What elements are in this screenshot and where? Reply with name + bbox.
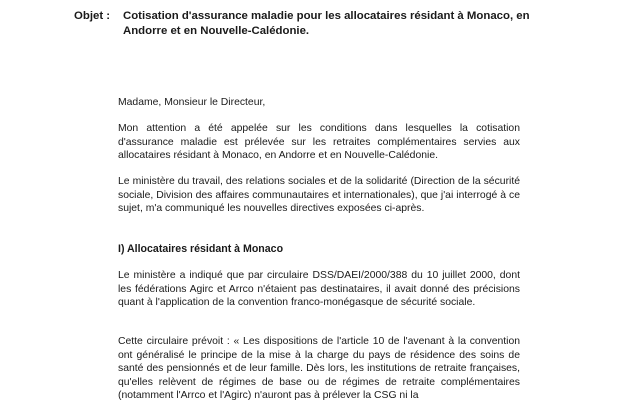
paragraph-circular-provisions: Cette circulaire prévoit : « Les dispositions de l'article 10 de l'avenant à la convention ont généralisé le principe de la mise à la charge du pays de résidence des soins de santé des pensionnés et de leur famille. Dès lors, les institutions de retraite françaises, qu'elles relèvent de régimes de base ou de régimes de retraite complémentaires (notamment l'Arrco et l'Agirc) n'auront pas à prélever la CSG ni la [118, 336, 520, 400]
subject-line [74, 9, 574, 38]
section-heading-monaco: I) Allocataires résidant à Monaco [118, 243, 284, 255]
subject-text: Cotisation d'assurance maladie pour les allocataires résidant à Monaco, en Andorre et en Nouvelle-Calédonie. [123, 10, 530, 37]
paragraph-circular: Le ministère a indiqué que par circulaire DSS/DAEI/2000/388 du 10 juillet 2000, dont les fédérations Agirc et Arrco n'étaient pas destinataires, il avait donné des précisions quant à l'application de la convention franco-monégasque de sécurité sociale. [118, 270, 520, 309]
subject-label: Objet : [74, 10, 111, 22]
paragraph-attention: Mon attention a été appelée sur les conditions dans lesquelles la cotisation d'assurance maladie est prélevée sur les retraites complémentaires servies aux allocataires résidant à Monaco, en Andorre et en Nouvelle-Calédonie. [118, 123, 520, 162]
paragraph-ministry: Le ministère du travail, des relations sociales et de la solidarité (Direction de la sécurité sociale, Division des affaires communautaires et internationales), que j'ai interrogé à ce sujet, m'a communiqué les nouvelles directives exposées ci-après. [118, 176, 520, 215]
salutation: Madame, Monsieur le Directeur, [118, 97, 266, 108]
